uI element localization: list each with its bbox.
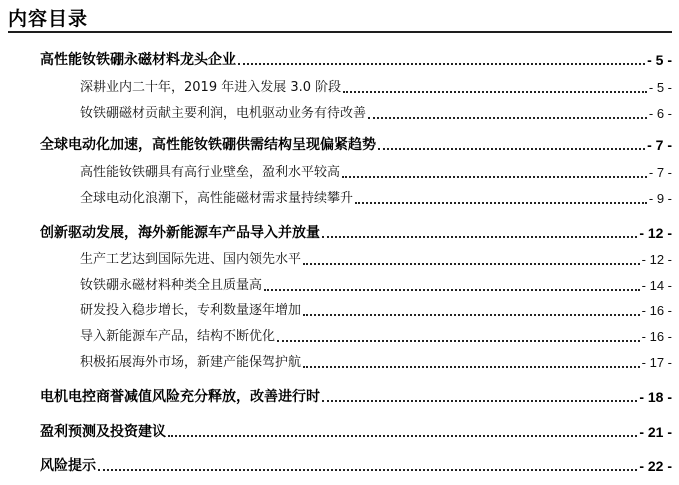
toc-entry[interactable] — [80, 75, 672, 97]
dot-leader — [322, 236, 637, 238]
dot-leader — [343, 91, 647, 93]
toc-entry[interactable] — [80, 160, 672, 182]
toc-entry-label: 深耕业内二十年，2019 年进入发展 3.0 阶段 — [80, 80, 342, 95]
dot-leader — [342, 176, 647, 178]
toc-entry-label: 高性能钕铁硼永磁材料龙头企业 — [40, 52, 236, 68]
toc-entry[interactable] — [80, 186, 672, 208]
toc-entry[interactable] — [80, 298, 672, 320]
toc-entry-page: - 5 - — [648, 80, 672, 95]
toc-entry-label: 积极拓展海外市场，新建产能保驾护航 — [80, 355, 302, 370]
toc-entry-page: - 16 - — [641, 329, 672, 344]
toc-entry-label: 盈利预测及投资建议 — [40, 424, 166, 440]
toc-entry-label: 风险提示 — [40, 458, 96, 474]
dot-leader — [303, 366, 640, 368]
toc-entry[interactable] — [80, 273, 672, 295]
toc-entry[interactable] — [80, 350, 672, 372]
toc-entry-label: 高性能钕铁硼具有高行业壁垒，盈利水平较高 — [80, 165, 341, 180]
dot-leader — [168, 435, 637, 437]
toc-entry[interactable] — [80, 101, 672, 123]
toc-entry-page: - 12 - — [641, 252, 672, 267]
toc-entry[interactable] — [40, 132, 672, 154]
dot-leader — [98, 469, 637, 471]
dot-leader — [378, 148, 645, 150]
toc-entry-page: - 6 - — [648, 106, 672, 121]
toc-entry-page: - 9 - — [648, 191, 672, 206]
toc-entry[interactable] — [40, 220, 672, 242]
toc-entry-page: - 17 - — [641, 355, 672, 370]
toc-entry[interactable] — [40, 47, 672, 69]
toc-entry-page: - 22 - — [639, 458, 672, 474]
toc-heading: 内容目录 — [8, 8, 89, 30]
toc-entry[interactable] — [40, 453, 672, 475]
toc-entry-page: - 12 - — [639, 225, 672, 241]
toc-entry-page: - 7 - — [648, 165, 672, 180]
toc-entry-page: - 7 - — [647, 137, 672, 153]
toc-entry[interactable] — [40, 384, 672, 406]
toc-entry-page: - 21 - — [639, 424, 672, 440]
dot-leader — [238, 63, 645, 65]
toc-entry[interactable] — [40, 419, 672, 441]
dot-leader — [355, 202, 647, 204]
toc-entry-page: - 14 - — [641, 278, 672, 293]
heading-divider — [8, 31, 672, 33]
toc-entry-page: - 18 - — [639, 389, 672, 405]
toc-entry-label: 全球电动化浪潮下，高性能磁材需求量持续攀升 — [80, 191, 354, 206]
toc-entry-page: - 5 - — [647, 52, 672, 68]
toc-entry[interactable] — [80, 247, 672, 269]
dot-leader — [277, 340, 640, 342]
toc-entry-label: 电机电控商誉减值风险充分释放，改善进行时 — [40, 389, 320, 405]
dot-leader — [368, 117, 647, 119]
dot-leader — [322, 400, 637, 402]
toc-entry-label: 钕铁硼永磁材料种类全且质量高 — [80, 278, 263, 293]
toc-entry-label: 全球电动化加速，高性能钕铁硼供需结构呈现偏紧趋势 — [40, 137, 376, 153]
dot-leader — [303, 314, 640, 316]
dot-leader — [264, 289, 640, 291]
toc-entry[interactable] — [80, 324, 672, 346]
dot-leader — [303, 263, 640, 265]
toc-entry-label: 研发投入稳步增长，专利数量逐年增加 — [80, 303, 302, 318]
toc-entry-label: 钕铁硼磁材贡献主要利润，电机驱动业务有待改善 — [80, 106, 367, 121]
toc-entry-label: 导入新能源车产品，结构不断优化 — [80, 329, 276, 344]
toc-entry-page: - 16 - — [641, 303, 672, 318]
toc-entry-label: 生产工艺达到国际先进、国内领先水平 — [80, 252, 302, 267]
toc-entry-label: 创新驱动发展，海外新能源车产品导入并放量 — [40, 225, 320, 241]
